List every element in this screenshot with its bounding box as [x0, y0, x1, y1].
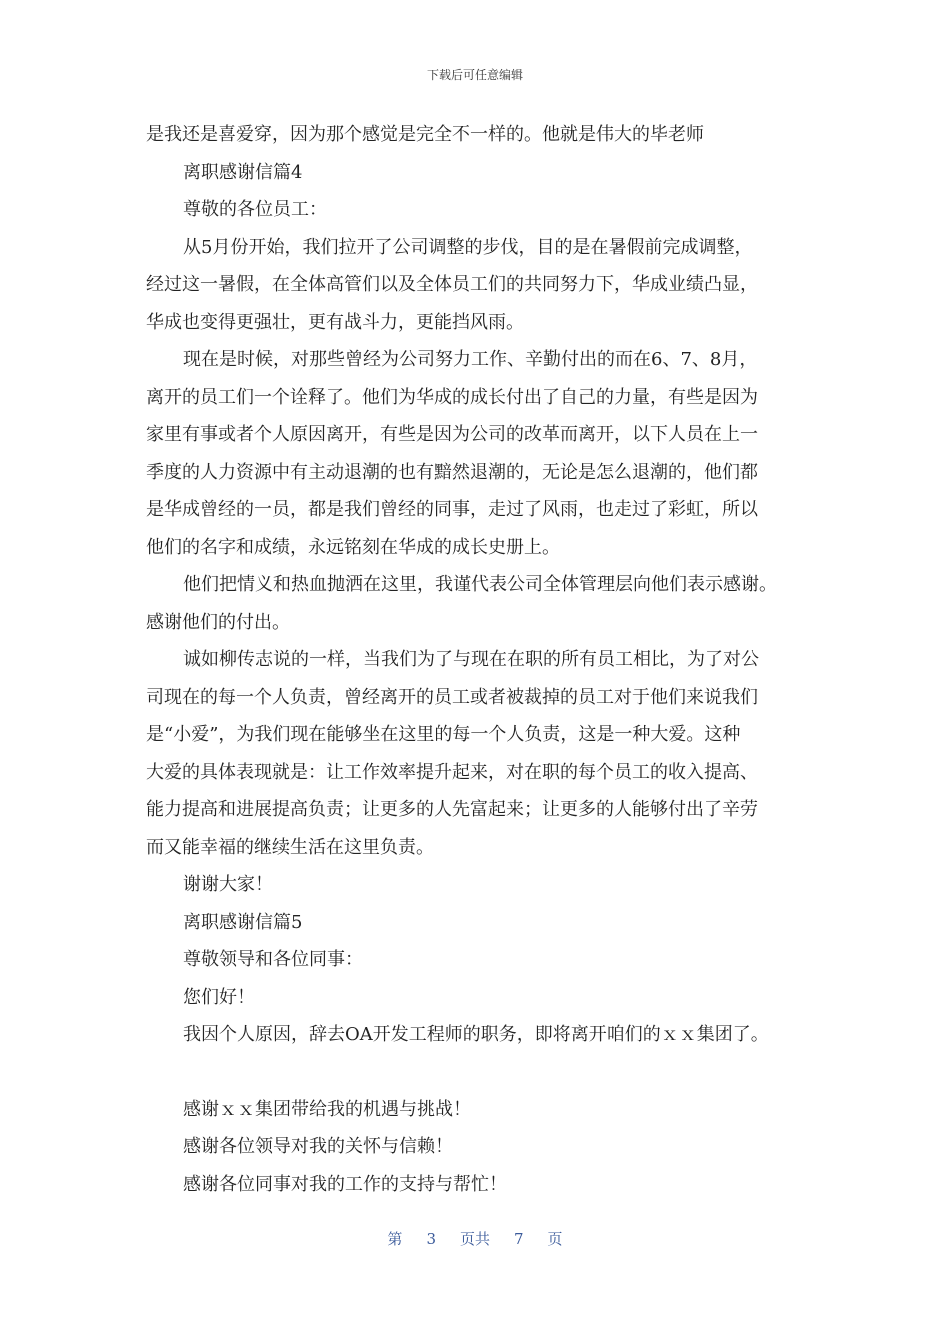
paragraph-line: 诚如柳传志说的一样，当我们为了与现在在职的所有员工相比，为了对公	[183, 649, 759, 670]
paragraph-line: 现在是时候，对那些曾经为公司努力工作、辛勤付出的而在6、7、8月，	[183, 349, 758, 370]
paragraph-line: 感谢各位领导对我的关怀与信赖！	[183, 1136, 453, 1157]
paragraph-line: 司现在的每一个人负责，曾经离开的员工或者被裁掉的员工对于他们来说我们	[146, 686, 758, 708]
current-page-number: 3	[426, 1230, 436, 1248]
paragraph-line: 是华成曾经的一员，都是我们曾经的同事，走过了风雨，也走过了彩虹，所以	[146, 499, 758, 520]
paragraph-line: 感谢各位同事对我的工作的支持与帮忙！	[183, 1173, 507, 1195]
greeting: 您们好！	[183, 986, 255, 1008]
salutation: 尊敬领导和各位同事：	[183, 949, 363, 970]
paragraph-line: 离开的员工们一个诠释了。他们为华成的成长付出了自己的力量，有些是因为	[146, 386, 758, 408]
paragraph-line: 华成也变得更强壮，更有战斗力，更能挡风雨。	[146, 311, 524, 333]
paragraph-line: 他们把情义和热血抛洒在这里，我谨代表公司全体管理层向他们表示感谢。	[183, 574, 777, 595]
page-label: 第	[387, 1230, 403, 1248]
paragraph-line: 他们的名字和成绩，永远铭刻在华成的成长史册上。	[146, 536, 560, 558]
page-footer	[0, 1228, 950, 1249]
paragraph-line: 大爱的具体表现就是：让工作效率提升起来，对在职的每个员工的收入提高、	[146, 761, 758, 783]
paragraph-line: 经过这一暑假，在全体高管们以及全体员工们的共同努力下，华成业绩凸显，	[146, 274, 758, 295]
paragraph-line: 家里有事或者个人原因离开，有些是因为公司的改革而离开，以下人员在上一	[146, 424, 758, 445]
section-title: 离职感谢信篇4	[183, 161, 303, 183]
paragraph-line: 季度的人力资源中有主动退潮的也有黯然退潮的，无论是怎么退潮的，他们都	[146, 461, 758, 483]
page-header: 下载后可任意编辑	[426, 68, 523, 82]
paragraph-line: 是“小爱”，为我们现在能够坐在这里的每一个人负责，这是一种大爱。这种	[146, 724, 741, 745]
paragraph-line: 能力提高和进展提高负责；让更多的人先富起来；让更多的人能够付出了辛劳	[146, 799, 758, 820]
paragraph-line: 感谢他们的付出。	[146, 611, 290, 633]
page-suffix: 页	[547, 1230, 563, 1248]
paragraph-line: 我因个人原因，辞去OA开发工程师的职务，即将离开咱们的ｘｘ集团了。	[183, 1024, 769, 1045]
paragraph-line: 从5月份开始，我们拉开了公司调整的步伐，目的是在暑假前完成调整，	[183, 236, 753, 258]
total-label: 页共	[459, 1230, 490, 1248]
paragraph-line: 是我还是喜爱穿，因为那个感觉是完全不一样的。他就是伟大的毕老师	[146, 124, 704, 145]
paragraph-line: 而又能幸福的继续生活在这里负责。	[146, 836, 434, 858]
total-pages-number: 7	[514, 1230, 524, 1248]
salutation: 尊敬的各位员工：	[183, 199, 327, 220]
section-title: 离职感谢信篇5	[183, 911, 303, 933]
paragraph-line: 感谢ｘｘ集团带给我的机遇与挑战！	[183, 1098, 471, 1120]
blank-line	[146, 1054, 806, 1091]
document-body	[146, 116, 806, 1203]
closing-line: 谢谢大家！	[183, 874, 273, 895]
